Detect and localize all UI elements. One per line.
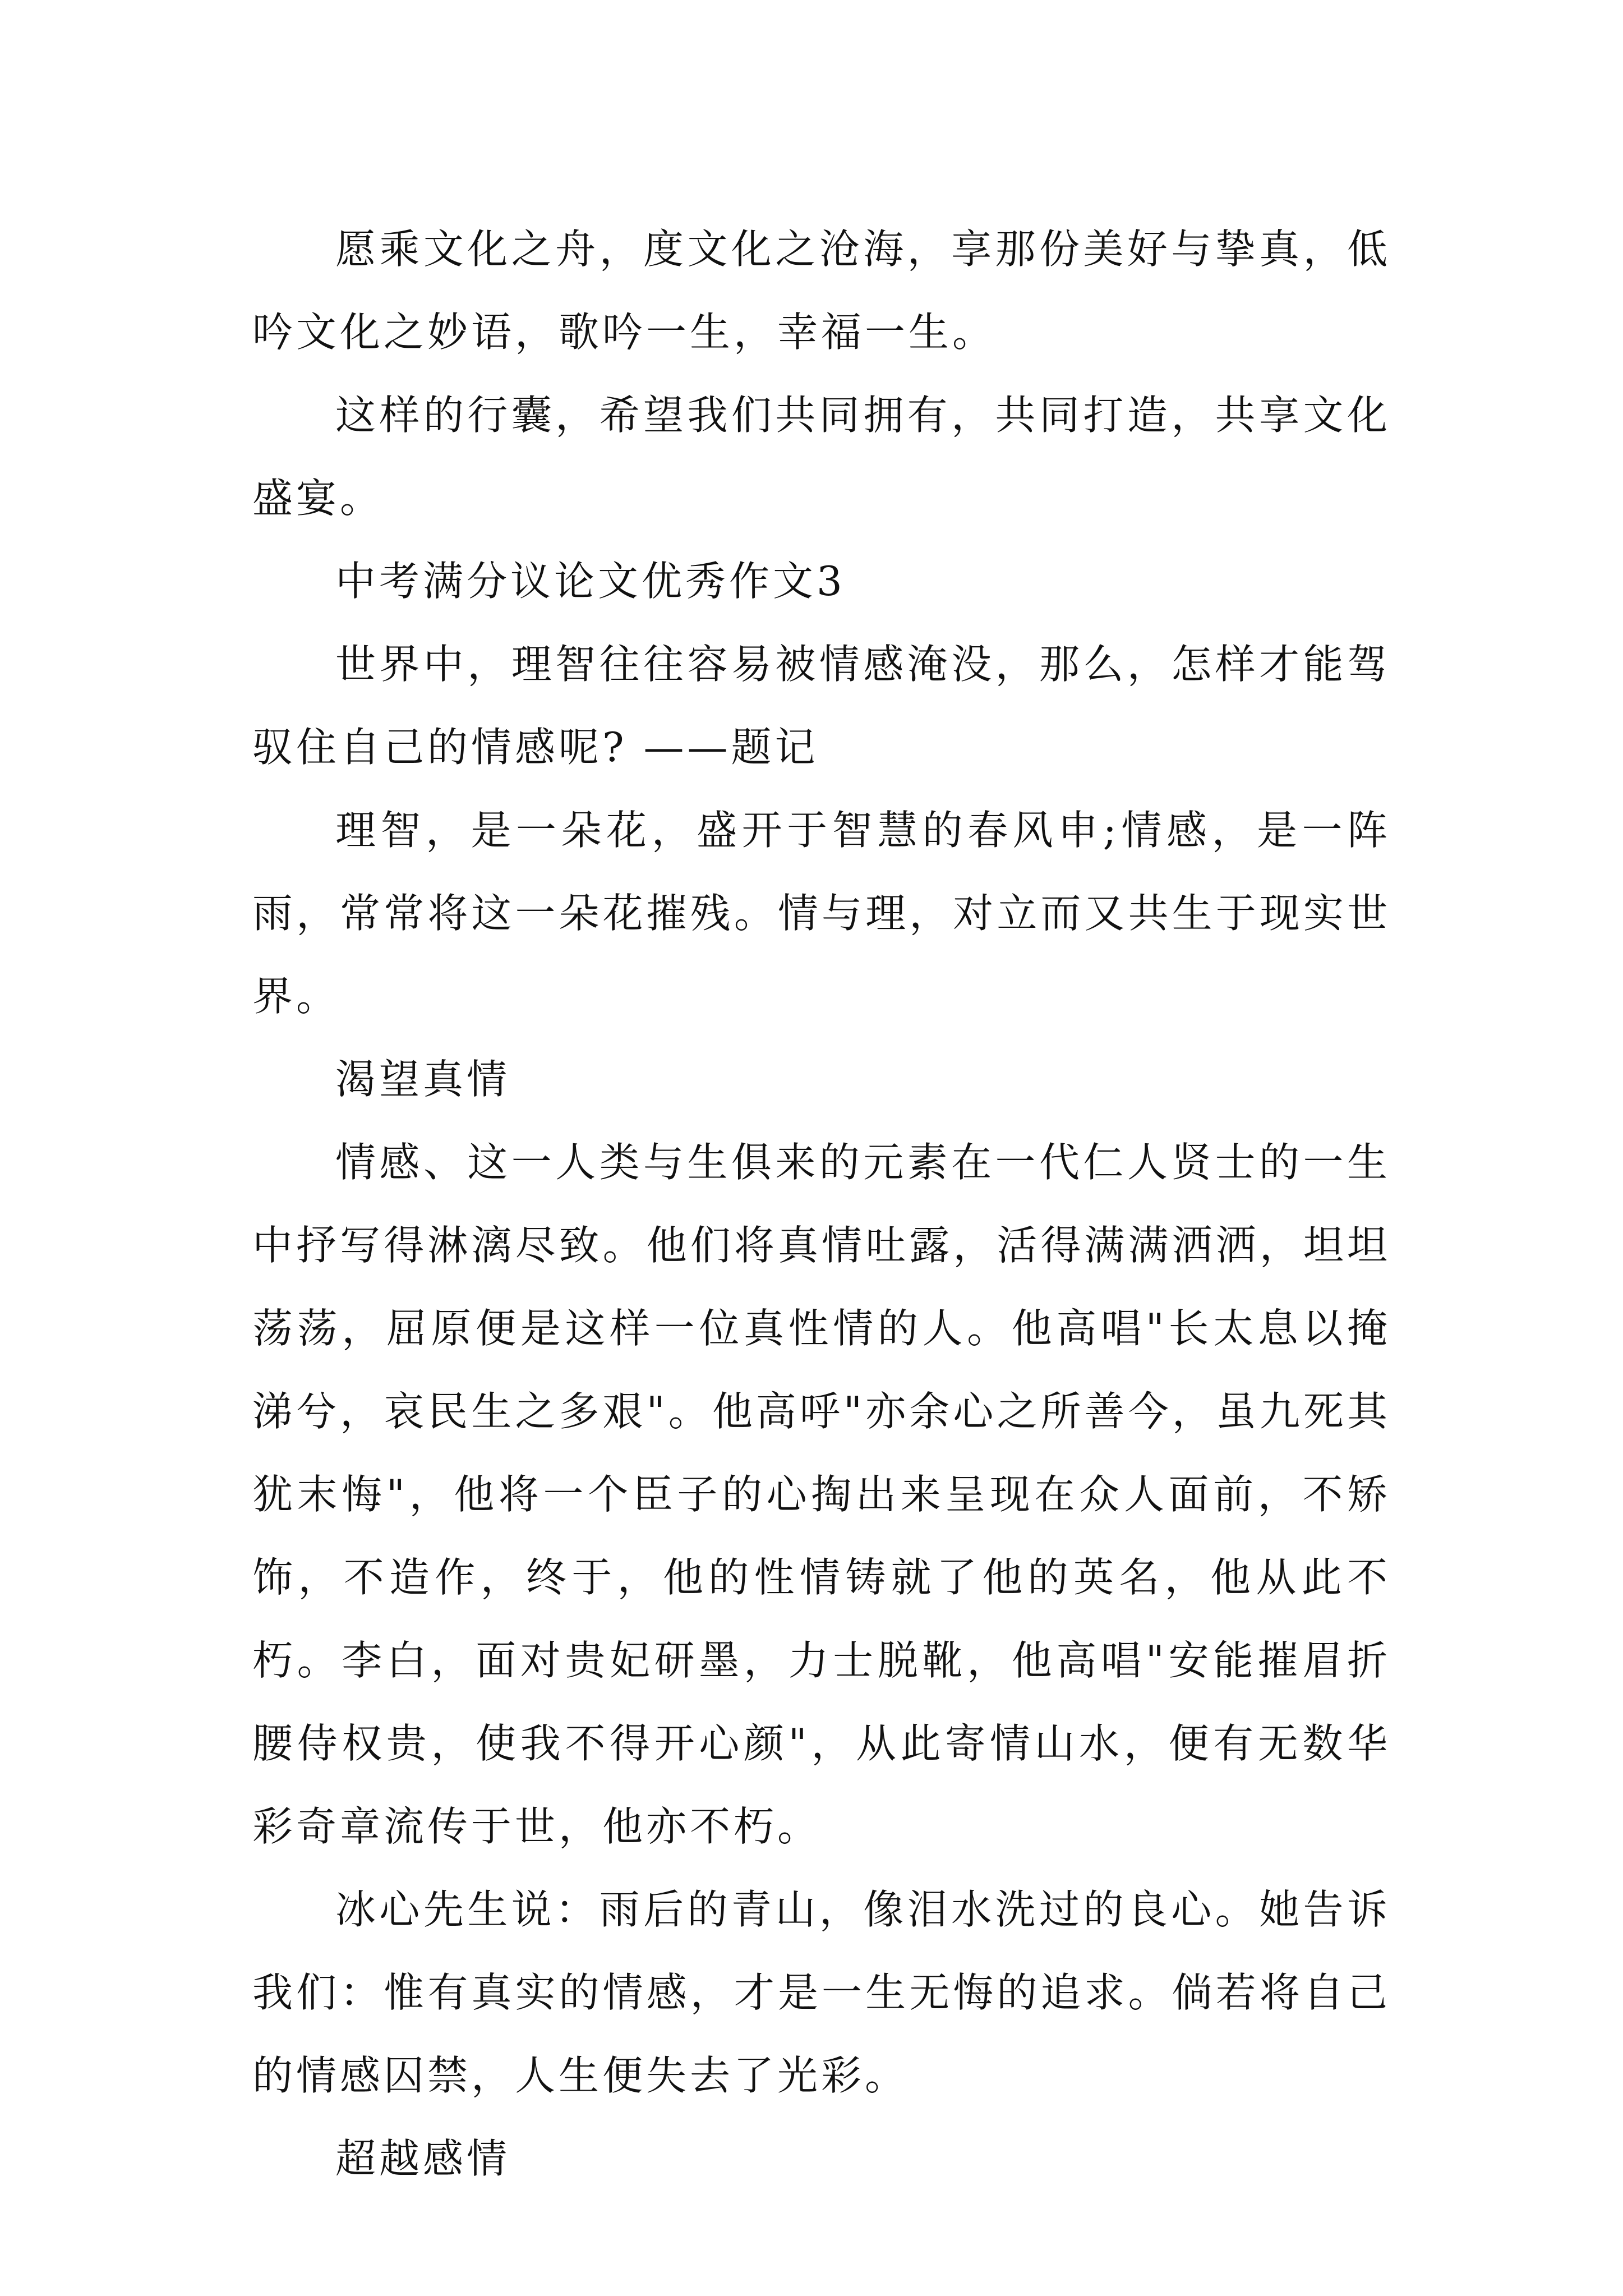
essay-title: 中考满分议论文优秀作文3: [335, 558, 846, 605]
section-heading-longing: 渴望真情: [335, 1056, 511, 1103]
section-heading-transcend: 超越感情: [335, 2135, 511, 2182]
paragraph-culture-boat: 愿乘文化之舟，度文化之沧海，享那份美好与挚真，低吟文化之妙语，歌吟一生，幸福一生。: [252, 226, 1391, 356]
essay-body: [252, 208, 1391, 2200]
paragraph-epigraph: 世界中，理智往往容易被情感淹没，那么，怎样才能驾驭住自己的情感呢? ——题记: [252, 641, 1391, 771]
paragraph-reason-emotion: 理智，是一朵花，盛开于智慧的春风申;情感，是一阵雨，常常将这一朵花摧残。情与理，对立而又共生于现实世界。: [252, 807, 1391, 1020]
paragraph-bing-xin: 冰心先生说：雨后的青山，像泪水洗过的良心。她告诉我们：惟有真实的情感，才是一生无悔的追求。倘若将自己的情感囚禁，人生便失去了光彩。: [252, 1886, 1391, 2099]
paragraph-qu-yuan-li-bai: 情感、这一人类与生俱来的元素在一代仁人贤士的一生中抒写得淋漓尽致。他们将真情吐露，活得满满洒洒，坦坦荡荡，屈原便是这样一位真性情的人。他高唱"长太息以掩涕兮，哀民生之多艰"。他高呼"亦余心之所善今，虽九死其犹末悔"，他将一个臣子的心掏出来呈现在众人面前，不矫饰，不造作，终于，他的性情铸就了他的英名，他从此不朽。李白，面对贵妃研墨，力士脱靴，他高唱"安能摧眉折腰侍权贵，使我不得开心颜"，从此寄情山水，便有无数华彩奇章流传于世，他亦不朽。: [252, 1139, 1391, 1850]
paragraph-shared-feast: 这样的行囊，希望我们共同拥有，共同打造，共享文化盛宴。: [252, 392, 1391, 522]
